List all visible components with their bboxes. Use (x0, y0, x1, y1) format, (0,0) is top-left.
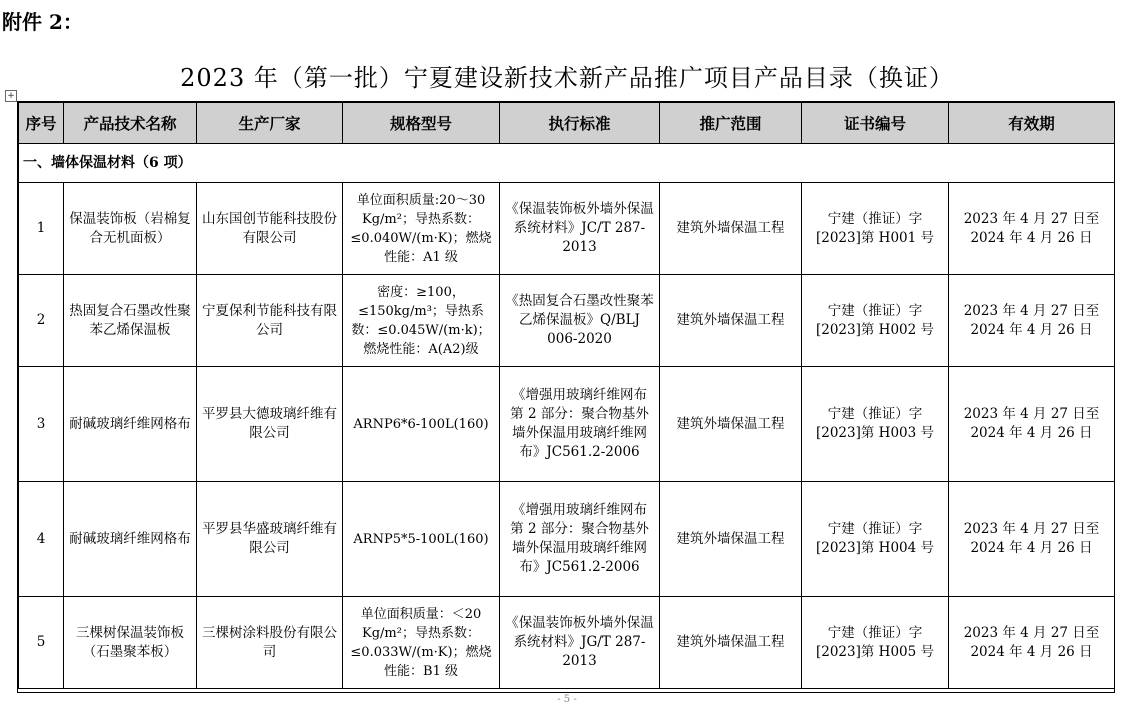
table-move-handle-icon[interactable]: + (5, 90, 17, 102)
row-no: 3 (19, 367, 64, 482)
row-standard: 《保温装饰板外墙外保温系统材料》JG/T 287-2013 (500, 597, 660, 689)
table-header-row (19, 103, 1115, 144)
row-certificate: 宁建（推证）字[2023]第 H003 号 (802, 367, 949, 482)
header-product-name: 产品技术名称 (64, 103, 197, 144)
row-manufacturer: 山东国创节能科技股份有限公司 (197, 183, 343, 275)
row-product-name: 热固复合石墨改性聚苯乙烯保温板 (64, 275, 197, 367)
header-manufacturer: 生产厂家 (197, 103, 343, 144)
header-standard: 执行标准 (500, 103, 660, 144)
row-manufacturer: 三棵树涂料股份有限公司 (197, 597, 343, 689)
header-no: 序号 (19, 103, 64, 144)
row-standard: 《增强用玻璃纤维网布 第 2 部分：聚合物基外墙外保温用玻璃纤维网布》JC561.2-2006 (500, 482, 660, 597)
row-scope: 建筑外墙保温工程 (660, 482, 802, 597)
row-product-name: 三棵树保温装饰板（石墨聚苯板） (64, 597, 197, 689)
row-scope: 建筑外墙保温工程 (660, 367, 802, 482)
row-scope: 建筑外墙保温工程 (660, 275, 802, 367)
row-certificate: 宁建（推证）字[2023]第 H001 号 (802, 183, 949, 275)
row-validity: 2023 年 4 月 27 日至 2024 年 4 月 26 日 (949, 482, 1115, 597)
row-product-name: 保温装饰板（岩棉复合无机面板） (64, 183, 197, 275)
row-spec: 密度：≥100，≤150kg/m³；导热系数：≤0.045W/(m·k)；燃烧性能：A(A2)级 (343, 275, 500, 367)
section-title: 一、墙体保温材料（6 项） (19, 144, 1115, 183)
product-catalog-table (18, 102, 1115, 689)
row-product-name: 耐碱玻璃纤维网格布 (64, 482, 197, 597)
header-spec: 规格型号 (343, 103, 500, 144)
row-standard: 《增强用玻璃纤维网布 第 2 部分：聚合物基外墙外保温用玻璃纤维网布》JC561.2-2006 (500, 367, 660, 482)
header-validity: 有效期 (949, 103, 1115, 144)
row-no: 4 (19, 482, 64, 597)
table-outer-border-bottom (17, 692, 1115, 693)
page-number: - 5 - (557, 694, 577, 705)
row-spec: ARNP5*5-100L(160) (343, 482, 500, 597)
table-row (19, 183, 1115, 275)
header-certificate: 证书编号 (802, 103, 949, 144)
row-spec: ARNP6*6-100L(160) (343, 367, 500, 482)
document-title: 2023 年（第一批）宁夏建设新技术新产品推广项目产品目录（换证） (180, 64, 954, 92)
attachment-label: 附件 2： (2, 10, 83, 34)
row-no: 2 (19, 275, 64, 367)
row-certificate: 宁建（推证）字[2023]第 H002 号 (802, 275, 949, 367)
row-scope: 建筑外墙保温工程 (660, 183, 802, 275)
row-validity: 2023 年 4 月 27 日至 2024 年 4 月 26 日 (949, 597, 1115, 689)
row-certificate: 宁建（推证）字[2023]第 H005 号 (802, 597, 949, 689)
row-spec: 单位面积质量：＜20 Kg/m²；导热系数：≤0.033W/(m·K)；燃烧性能：B1 级 (343, 597, 500, 689)
row-product-name: 耐碱玻璃纤维网格布 (64, 367, 197, 482)
row-manufacturer: 宁夏保利节能科技有限公司 (197, 275, 343, 367)
row-no: 1 (19, 183, 64, 275)
row-validity: 2023 年 4 月 27 日至 2024 年 4 月 26 日 (949, 183, 1115, 275)
row-manufacturer: 平罗县大德玻璃纤维有限公司 (197, 367, 343, 482)
row-standard: 《热固复合石墨改性聚苯乙烯保温板》Q/BLJ 006-2020 (500, 275, 660, 367)
section-row (19, 144, 1115, 183)
row-scope: 建筑外墙保温工程 (660, 597, 802, 689)
row-certificate: 宁建（推证）字[2023]第 H004 号 (802, 482, 949, 597)
row-validity: 2023 年 4 月 27 日至 2024 年 4 月 26 日 (949, 275, 1115, 367)
table-row (19, 597, 1115, 689)
table-row (19, 367, 1115, 482)
header-scope: 推广范围 (660, 103, 802, 144)
row-spec: 单位面积质量:20～30 Kg/m²；导热系数：≤0.040W/(m·K)；燃烧性能：A1 级 (343, 183, 500, 275)
table-row (19, 482, 1115, 597)
table-row (19, 275, 1115, 367)
row-standard: 《保温装饰板外墙外保温系统材料》JC/T 287-2013 (500, 183, 660, 275)
row-validity: 2023 年 4 月 27 日至 2024 年 4 月 26 日 (949, 367, 1115, 482)
row-no: 5 (19, 597, 64, 689)
row-manufacturer: 平罗县华盛玻璃纤维有限公司 (197, 482, 343, 597)
